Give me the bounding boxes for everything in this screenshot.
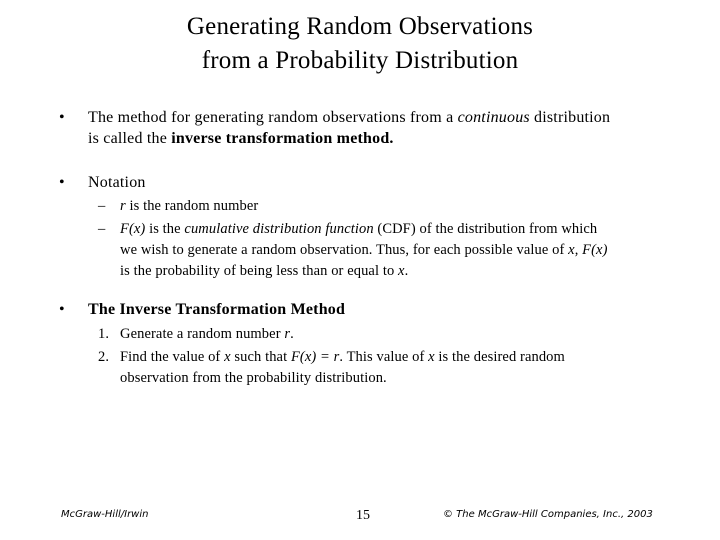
text-segment: Generate a random number: [120, 326, 285, 342]
title-line-1: Generating Random Observations: [186, 13, 534, 40]
bullet-line-2: [88, 128, 610, 149]
dash-marker: –: [98, 198, 106, 214]
text-bold: inverse transformation method.: [171, 130, 394, 147]
text-italic: F(x): [120, 221, 146, 237]
text-segment: we wish to generate a random observation. Thus, for each possible value of: [120, 242, 569, 258]
text-segment: . This value of: [339, 349, 429, 365]
step-line-2: observation from the probability distribution.: [120, 370, 387, 386]
step-line-1: [120, 347, 565, 368]
text-segment: is the random number: [125, 198, 259, 214]
text-italic: r: [284, 326, 291, 342]
bullet-marker: •: [59, 301, 65, 318]
dash-marker: –: [98, 221, 106, 237]
text-italic: x: [428, 349, 435, 365]
text-italic: r: [120, 198, 126, 214]
footer-copyright: © The McGraw-Hill Companies, Inc., 2003: [443, 509, 653, 520]
bullet-text: [88, 107, 610, 149]
bullet-marker: •: [59, 109, 65, 126]
sub-line-1: [120, 219, 608, 240]
text-segment: .: [404, 263, 409, 279]
text-italic: x: [568, 242, 575, 258]
step-number: 2.: [98, 349, 110, 365]
text-segment: is called the: [88, 130, 172, 147]
text-segment: is the: [145, 221, 185, 237]
text-italic: continuous: [457, 109, 530, 126]
slide-title: [0, 10, 720, 78]
sub-line-2: [120, 240, 608, 261]
text-segment: is the desired random: [434, 349, 565, 365]
text-italic: F(x) = r: [290, 349, 340, 365]
text-segment: The method for generating random observations from a: [88, 109, 458, 126]
sub-bullet-text: [120, 196, 258, 217]
sub-bullet-text: [120, 219, 608, 282]
text-italic: F(x): [582, 242, 608, 258]
text-segment: is the probability of being less than or equal to: [120, 263, 399, 279]
text-segment: .: [290, 326, 294, 342]
step-text: [120, 324, 294, 345]
bullet-line-1: [88, 107, 610, 128]
text-segment: Find the value of: [120, 349, 225, 365]
title-line-2: from a Probability Distribution: [201, 47, 519, 74]
text-segment: ,: [574, 242, 583, 258]
text-segment: distribution: [529, 109, 611, 126]
text-italic: cumulative distribution function: [184, 221, 374, 237]
bullet-marker: •: [59, 174, 65, 191]
footer-publisher: McGraw-Hill/Irwin: [61, 509, 149, 520]
step-number: 1.: [98, 326, 110, 342]
text-segment: (CDF) of the distribution from which: [373, 221, 598, 237]
bullet-label: The Inverse Transformation Method: [88, 301, 346, 318]
sub-line-3: [120, 261, 608, 282]
step-text: [120, 347, 565, 389]
bullet-label: Notation: [88, 174, 146, 191]
text-italic: x: [398, 263, 405, 279]
text-segment: such that: [230, 349, 291, 365]
page-number: 15: [356, 508, 370, 523]
text-italic: x: [224, 349, 231, 365]
